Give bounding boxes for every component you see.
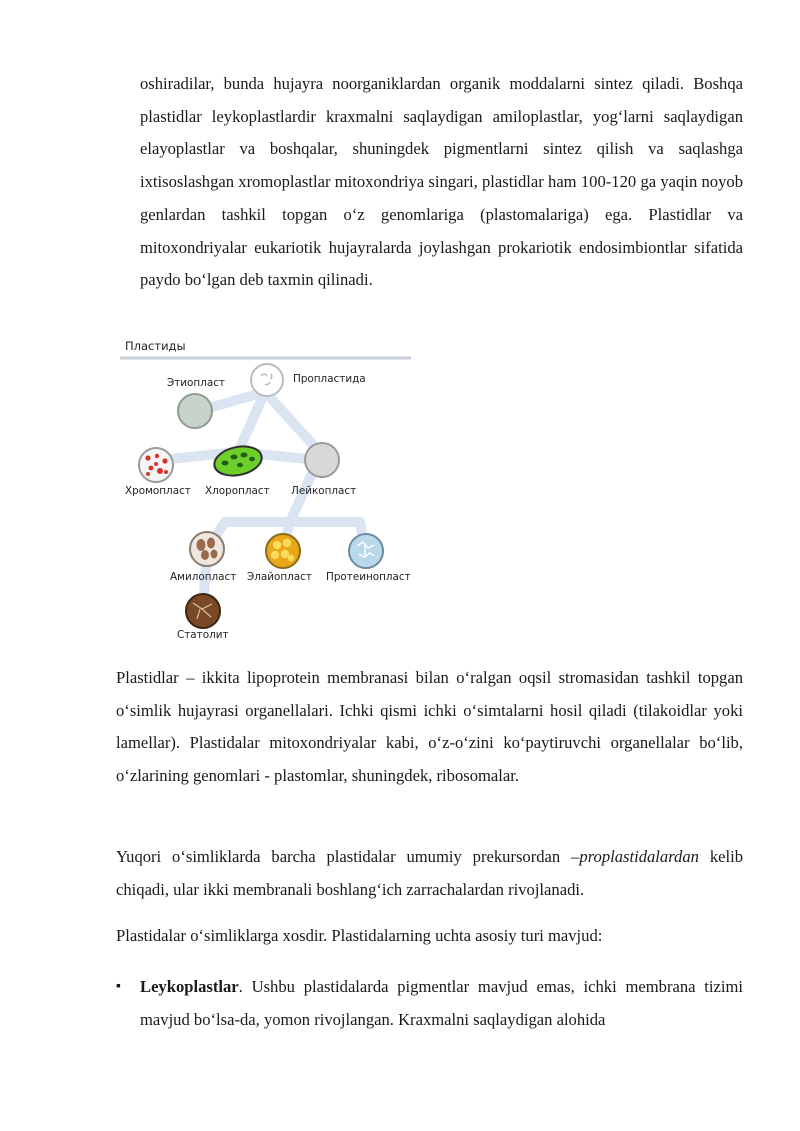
label-statolith: Статолит bbox=[177, 629, 229, 641]
plastids-figure bbox=[115, 332, 420, 650]
paragraph-3-italic-term: proplastidalardan bbox=[579, 847, 699, 866]
label-proplastid: Пропластида bbox=[293, 373, 366, 385]
bullet-text bbox=[140, 971, 743, 1036]
label-chloroplast: Хлоропласт bbox=[205, 485, 270, 497]
paragraph-2: Plastidlar – ikkita lipoprotein membranasi bilan o‘ralgan oqsil stromasidan tashkil topgan o‘simlik hujayrasi organellalari. Ichki qismi ichki o‘simtalarni hosil qiladi (tilakoidlar yoki lamellar). Plastidalar mitoxondriyalar kabi, o‘z-o‘zini ko‘paytiruvchi organellalar bo‘lib, o‘zlarining genomlari - plastomlar, shuningdek, ribosomalar. bbox=[116, 668, 743, 786]
statolith-icon bbox=[186, 594, 220, 628]
paragraph-3-end: kelib chiqadi, ular ikki membranali boshlang‘ich zarrachalardan rivojlanadi. bbox=[116, 847, 744, 899]
elaioplast-icon bbox=[266, 534, 300, 568]
label-leucoplast: Лейкопласт bbox=[291, 485, 357, 497]
chromoplast-icon bbox=[139, 448, 173, 482]
amyloplast-icon bbox=[190, 532, 224, 566]
label-proteinoplast: Протеинопласт bbox=[326, 571, 411, 583]
label-chromoplast: Хромопласт bbox=[125, 485, 191, 497]
bullet-body: . Ushbu plastidalarda pigmentlar mavjud emas, ichki membrana tizimi mavjud bo‘lsa-da, yomon rivojlangan. Kraxmalni saqlaydigan alohida bbox=[140, 977, 743, 1029]
chloroplast-icon bbox=[212, 442, 265, 479]
figure-title: Пластиды bbox=[125, 339, 186, 353]
paragraph-top: oshiradilar, bunda hujayra noorganiklardan organik moddalarni sintez qiladi. Boshqa plastidlar leykoplastlardir kraxmalni saqlaydigan amiloplastlar, yog‘larni saqlaydigan elayoplastlar va boshqalar, shuningdek pigmentlarni sintez qilish va saqlashga ixtisoslashgan xromoplastlar mitoxondriya singari, plastidlar ham 100-120 ga yaqin noyob genlardan tashkil topgan o‘z genomlariga (plastomalariga) ega. Plastidlar va mitoxondriyalar eukariotik hujayralarda joylashgan prokariotik endosimbiontlar sifatida paydo bo‘lgan deb taxmin qilinadi. bbox=[140, 74, 743, 290]
etioplast-icon bbox=[178, 394, 212, 428]
paragraph-3-start: Yuqori o‘simliklarda barcha plastidalar umumiy prekursordan – bbox=[116, 847, 580, 866]
proplastid-icon bbox=[251, 364, 283, 396]
proteinoplast-icon bbox=[349, 534, 383, 568]
bullet-bold-term: Leykoplastlar bbox=[140, 977, 239, 996]
paragraph-4: Plastidalar o‘simliklarga xosdir. Plastidalarning uchta asosiy turi mavjud: bbox=[116, 926, 603, 945]
paragraph-3 bbox=[116, 841, 743, 906]
leucoplast-icon bbox=[305, 443, 339, 477]
label-etioplast: Этиопласт bbox=[167, 377, 225, 389]
plastids-diagram bbox=[115, 332, 420, 650]
label-amyloplast: Амилопласт bbox=[170, 571, 237, 583]
label-elaioplast: Элайопласт bbox=[247, 571, 312, 583]
bullet-marker: ▪ bbox=[116, 979, 121, 994]
